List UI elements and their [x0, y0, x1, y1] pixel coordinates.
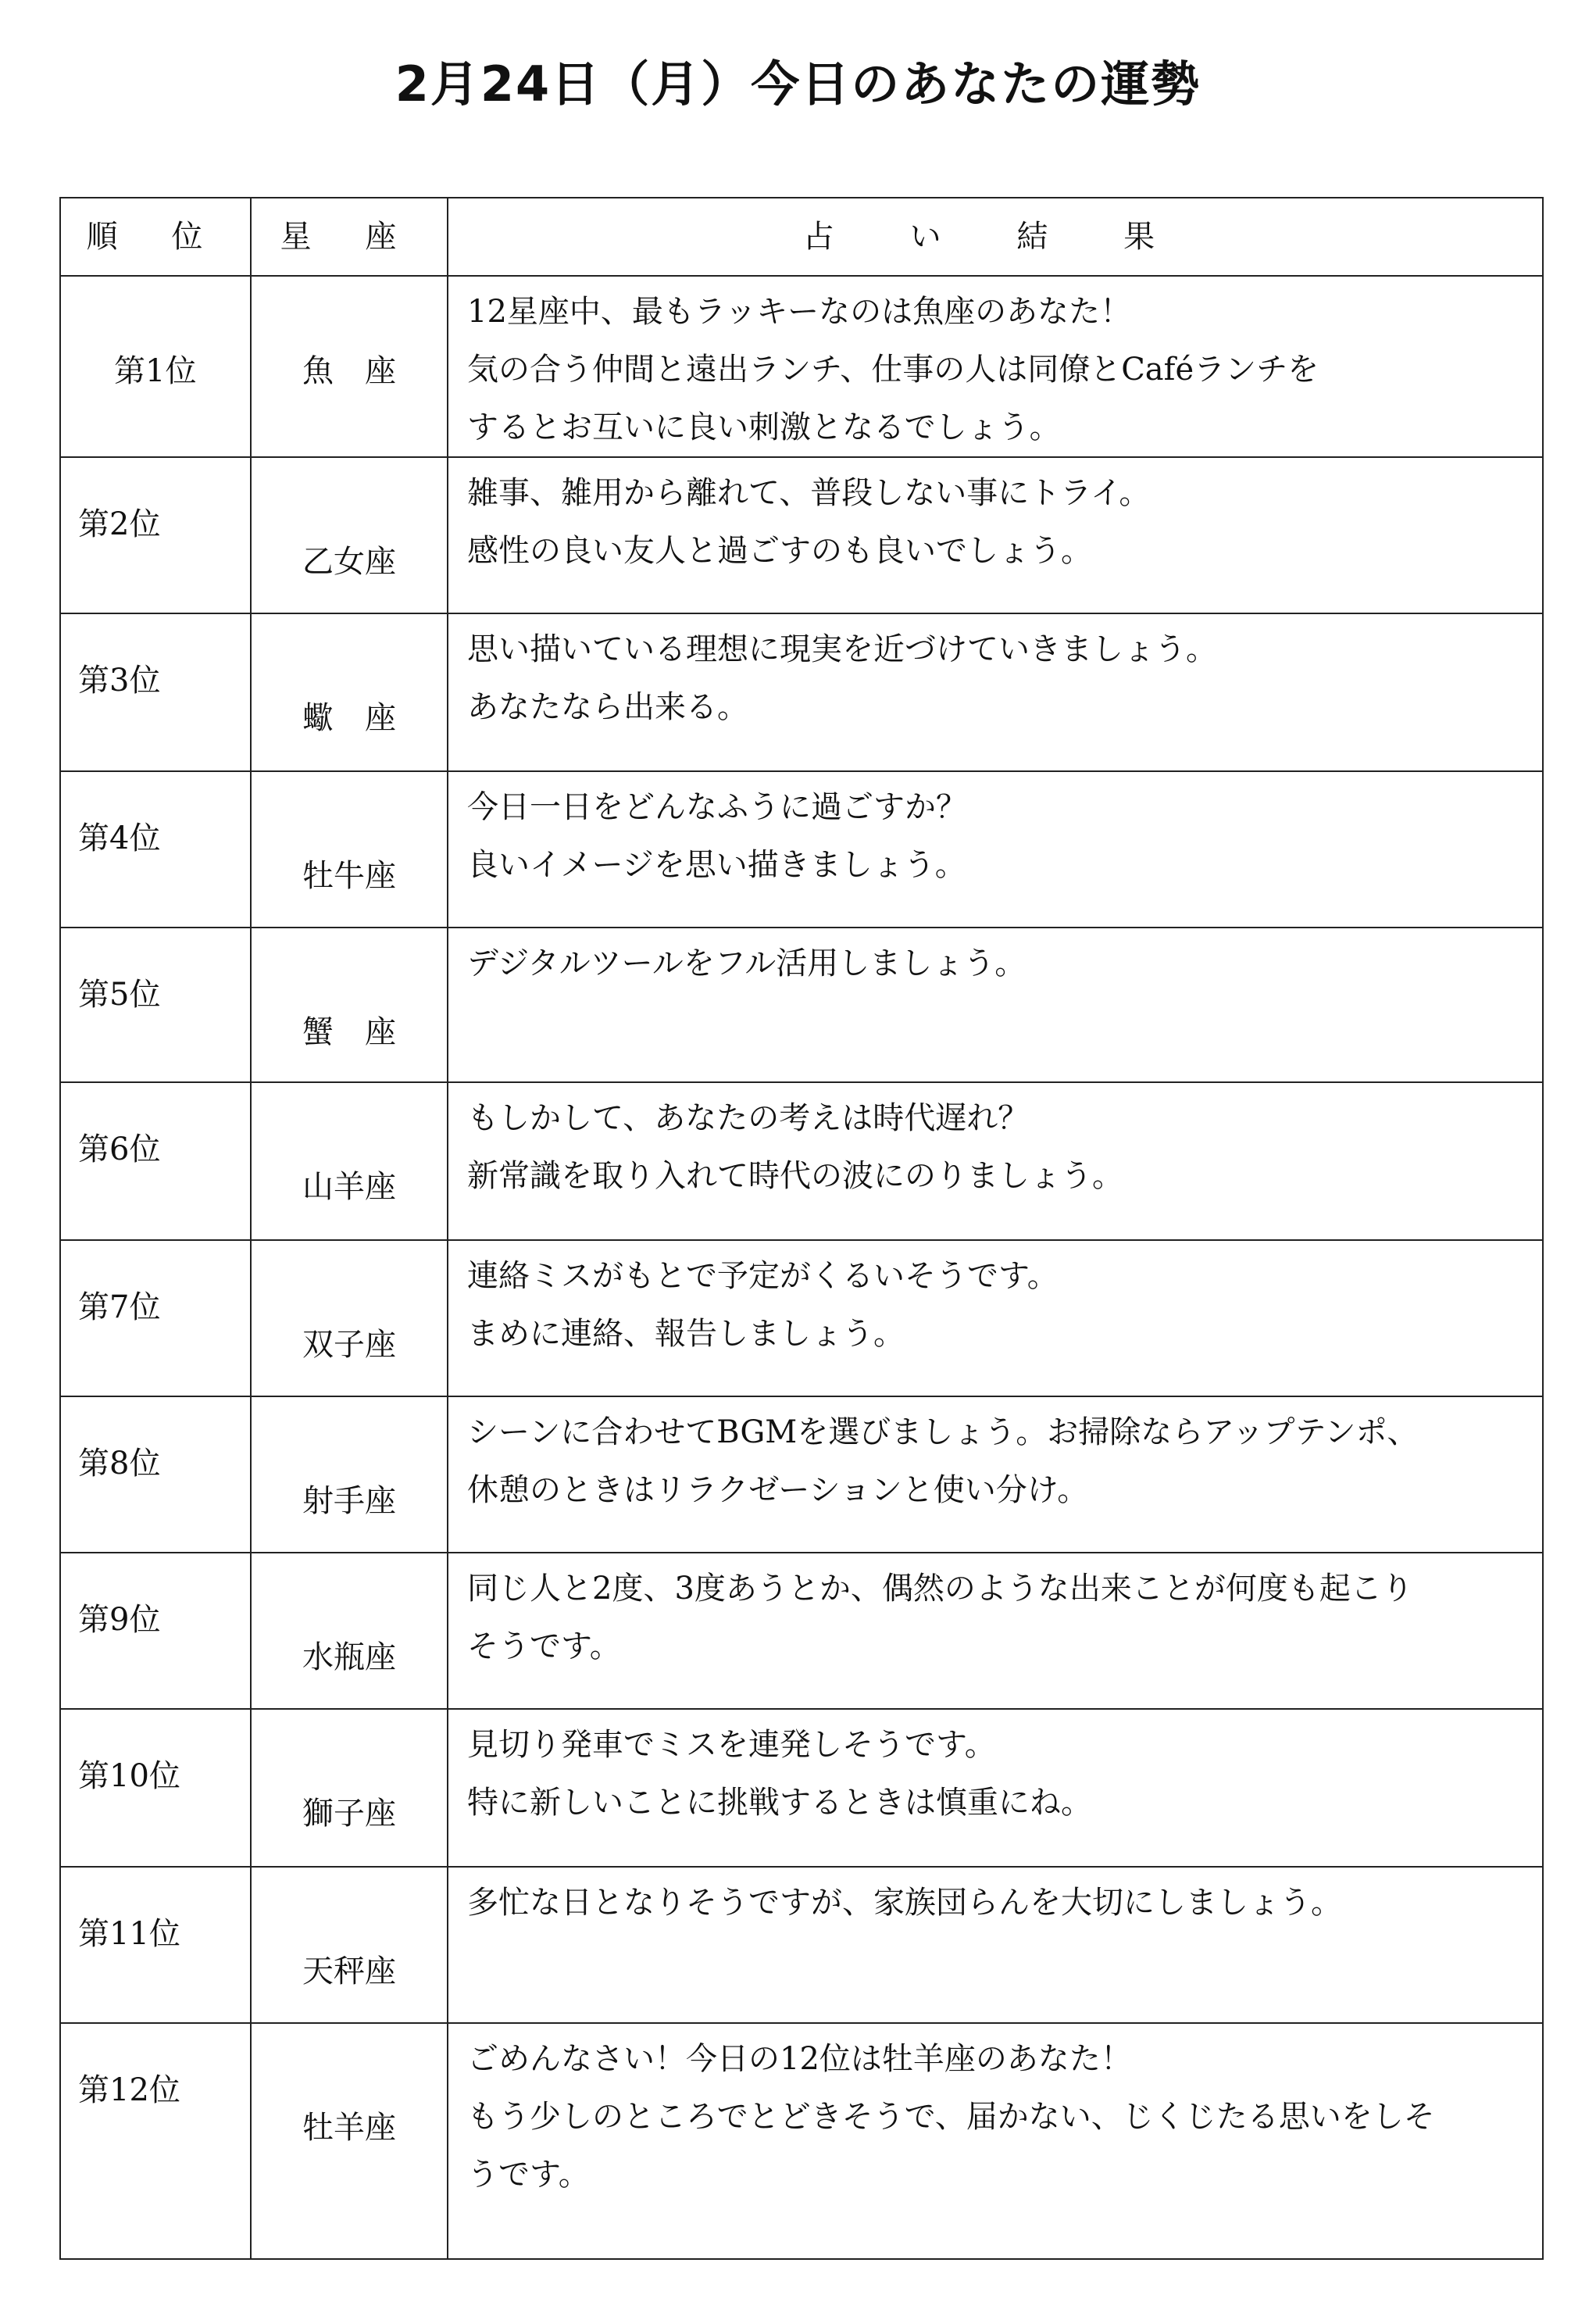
sign-cell: 獅子座	[251, 1709, 448, 1867]
result-line: 新常識を取り入れて時代の波にのりましょう。	[467, 1158, 1123, 1194]
sign-cell: 魚 座	[251, 276, 448, 457]
result-line: 見切り発車でミスを連発しそうです。	[467, 1727, 996, 1763]
rank-cell: 第12位	[60, 2023, 251, 2259]
header-result: 占 い 結 果	[448, 198, 1543, 276]
result-line: 思い描いている理想に現実を近づけていきましょう。	[467, 631, 1217, 667]
sign-cell: 蟹 座	[251, 928, 448, 1082]
rank-cell: 第2位	[60, 457, 251, 613]
result-cell	[448, 276, 1543, 457]
result-line: 特に新しいことに挑戦するときは慎重にね。	[467, 1785, 1092, 1821]
rank-cell: 第1位	[60, 276, 251, 457]
rank-cell: 第3位	[60, 613, 251, 771]
sign-cell: 射手座	[251, 1396, 448, 1553]
header-row	[60, 198, 1543, 276]
table-row	[60, 928, 1543, 1082]
result-cell	[448, 771, 1543, 928]
result-line: そうです。	[467, 1628, 621, 1664]
rank-cell: 第11位	[60, 1867, 251, 2023]
result-line: 12星座中、最もラッキーなのは魚座のあなた！	[467, 294, 1132, 330]
result-line: 感性の良い友人と過ごすのも良いでしょう。	[467, 533, 1092, 569]
table-row	[60, 1396, 1543, 1553]
result-cell	[448, 1867, 1543, 2023]
result-line: ごめんなさい！今日の12位は牡羊座のあなた！	[467, 2041, 1132, 2077]
result-cell	[448, 1240, 1543, 1396]
result-line: 多忙な日となりそうですが、家族団らんを大切にしましょう。	[467, 1885, 1342, 1921]
result-line: シーンに合わせてBGMを選びましょう。お掃除ならアップテンポ、	[467, 1414, 1419, 1450]
result-line: もしかして、あなたの考えは時代遅れ？	[467, 1100, 1030, 1136]
sign-cell: 牡羊座	[251, 2023, 448, 2259]
result-line: 良いイメージを思い描きましょう。	[467, 847, 966, 883]
result-cell	[448, 457, 1543, 613]
result-line: 同じ人と2度、3度あうとか、偶然のような出来ことが何度も起こり	[467, 1571, 1413, 1607]
result-line: まめに連絡、報告しましょう。	[467, 1316, 905, 1352]
page-title: 2月24日（月）今日のあなたの運勢	[395, 55, 1201, 113]
rank-cell: 第10位	[60, 1709, 251, 1867]
rank-cell: 第6位	[60, 1082, 251, 1240]
result-line: あなたなら出来る。	[467, 689, 748, 725]
sign-cell: 蠍 座	[251, 613, 448, 771]
table-row	[60, 771, 1543, 928]
header-rank: 順 位	[60, 198, 251, 276]
table-row	[60, 613, 1543, 771]
result-cell	[448, 1396, 1543, 1553]
table-row	[60, 1240, 1543, 1396]
result-line: デジタルツールをフル活用しましょう。	[467, 945, 1027, 981]
rank-cell: 第8位	[60, 1396, 251, 1553]
rank-cell: 第5位	[60, 928, 251, 1082]
sign-cell: 双子座	[251, 1240, 448, 1396]
result-line: 気の合う仲間と遠出ランチ、仕事の人は同僚とCaféランチを	[467, 352, 1319, 388]
sign-cell: 天秤座	[251, 1867, 448, 2023]
table-row	[60, 457, 1543, 613]
result-cell	[448, 1553, 1543, 1709]
header-sign: 星 座	[251, 198, 448, 276]
table-row	[60, 1709, 1543, 1867]
result-cell	[448, 2023, 1543, 2259]
result-cell	[448, 1082, 1543, 1240]
table-row	[60, 2023, 1543, 2259]
sign-cell: 水瓶座	[251, 1553, 448, 1709]
table-row	[60, 1553, 1543, 1709]
result-line: 雑事、雑用から離れて、普段しない事にトライ。	[467, 475, 1151, 511]
table-row	[60, 1082, 1543, 1240]
rank-cell: 第4位	[60, 771, 251, 928]
fortune-table	[59, 197, 1544, 2260]
result-cell	[448, 928, 1543, 1082]
result-line: 今日一日をどんなふうに過ごすか？	[467, 789, 967, 825]
result-line: うです。	[467, 2157, 590, 2193]
rank-cell: 第9位	[60, 1553, 251, 1709]
result-line: するとお互いに良い刺激となるでしょう。	[467, 409, 1061, 445]
sign-cell: 牡牛座	[251, 771, 448, 928]
table-row	[60, 276, 1543, 457]
rank-cell: 第7位	[60, 1240, 251, 1396]
sign-cell: 乙女座	[251, 457, 448, 613]
result-line: 連絡ミスがもとで予定がくるいそうです。	[467, 1258, 1059, 1294]
result-cell	[448, 1709, 1543, 1867]
result-cell	[448, 613, 1543, 771]
result-line: もう少しのところでとどきそうで、届かない、じくじたる思いをしそ	[467, 2099, 1435, 2135]
table-row	[60, 1867, 1543, 2023]
sign-cell: 山羊座	[251, 1082, 448, 1240]
result-line: 休憩のときはリラクゼーションと使い分け。	[467, 1472, 1089, 1508]
